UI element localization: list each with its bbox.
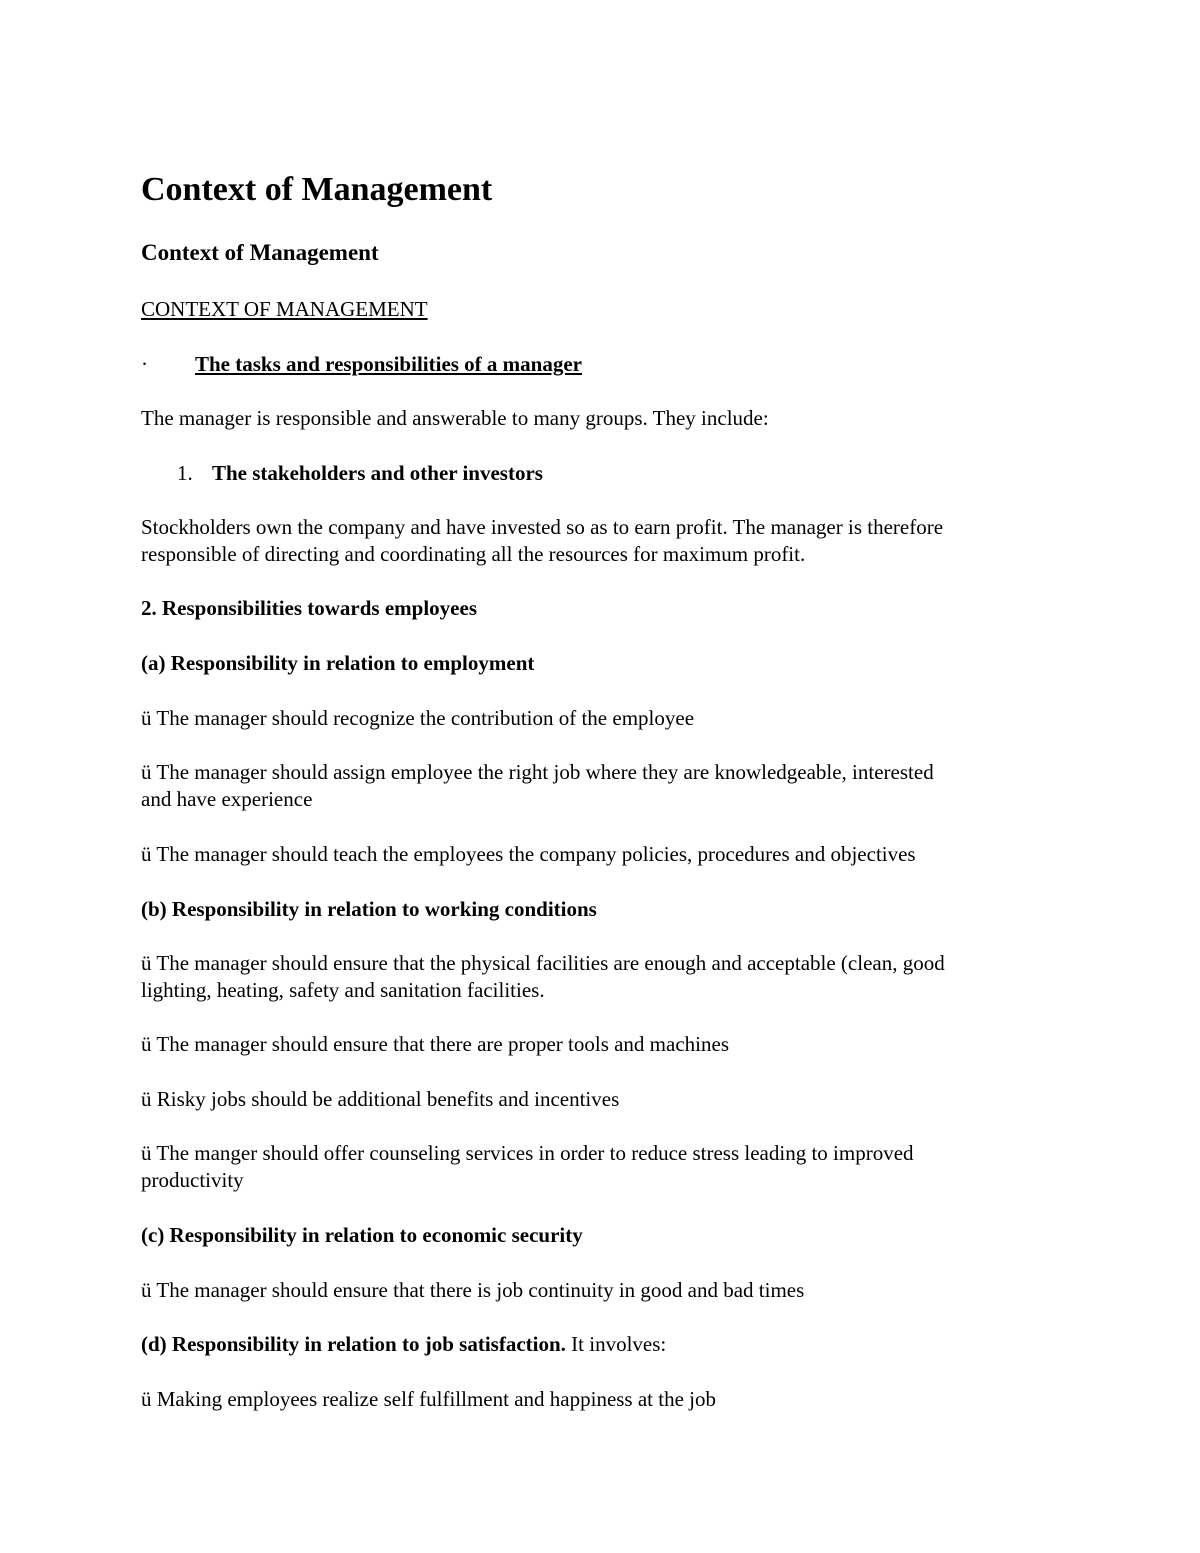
list-item: ü The manger should offer counseling services in order to reduce stress leading to improved [141, 1141, 914, 1165]
bullet-dot-icon: · [141, 352, 148, 376]
list-item: ü The manager should ensure that there is job continuity in good and bad times [141, 1278, 805, 1302]
section-d-heading-bold: (d) Responsibility in relation to job satisfaction. [141, 1332, 566, 1356]
document-title: Context of Management [141, 171, 493, 208]
tasks-heading: The tasks and responsibilities of a manager [195, 352, 582, 376]
section-d-heading [141, 1331, 1080, 1358]
item1-body-line2: responsible of directing and coordinating all the resources for maximum profit. [141, 542, 806, 566]
list-item: ü Making employees realize self fulfillment and happiness at the job [141, 1387, 716, 1411]
list-item-continued: productivity [141, 1168, 244, 1192]
caps-heading: CONTEXT OF MANAGEMENT [141, 297, 428, 321]
section-a-heading: (a) Responsibility in relation to employment [141, 651, 535, 675]
list-item: ü The manager should teach the employees the company policies, procedures and objectives [141, 842, 916, 866]
item1-heading: The stakeholders and other investors [212, 461, 543, 485]
list-item-continued: and have experience [141, 787, 313, 811]
list-item-continued: lighting, heating, safety and sanitation facilities. [141, 978, 545, 1002]
list-item: ü The manager should assign employee the right job where they are knowledgeable, interested [141, 760, 934, 784]
item2-heading: 2. Responsibilities towards employees [141, 596, 477, 620]
section-b-heading: (b) Responsibility in relation to working conditions [141, 897, 597, 921]
document-subtitle: Context of Management [141, 240, 379, 265]
intro-paragraph: The manager is responsible and answerable to many groups. They include: [141, 406, 769, 430]
section-d-heading-rest: It involves: [565, 1332, 667, 1356]
list-item: ü The manager should ensure that the physical facilities are enough and acceptable (clean, good [141, 951, 945, 975]
item-number: 1. [177, 461, 193, 485]
section-c-heading: (c) Responsibility in relation to economic security [141, 1223, 583, 1247]
list-item: ü Risky jobs should be additional benefits and incentives [141, 1087, 620, 1111]
list-item: ü The manager should ensure that there are proper tools and machines [141, 1032, 729, 1056]
list-item: ü The manager should recognize the contribution of the employee [141, 706, 695, 730]
item1-body-line1: Stockholders own the company and have invested so as to earn profit. The manager is therefore [141, 515, 944, 539]
